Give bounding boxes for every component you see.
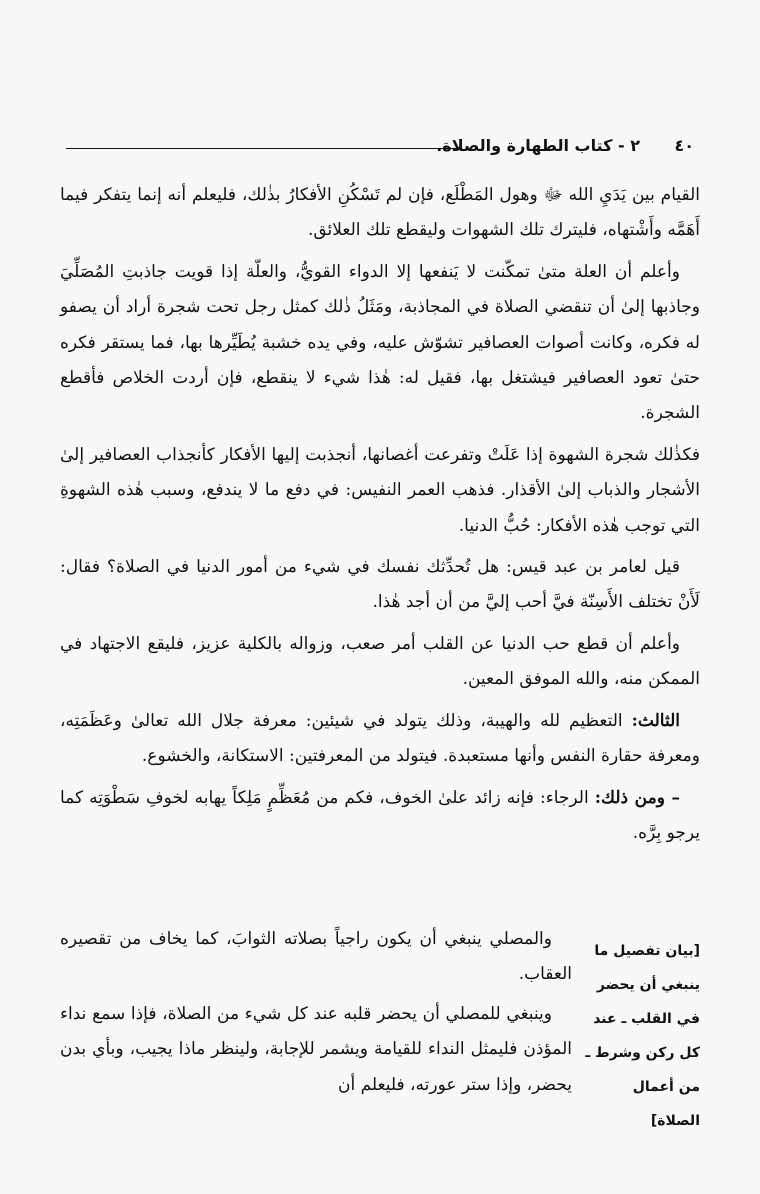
page-header [66,136,694,162]
hope-label: – ومن ذلك: [594,787,680,808]
main-column [60,922,572,1107]
third-text: التعظيم لله والهيبة، وذلك يتولد في شيئين: معرفة جلال الله تعالىٰ وعَظَمَتِه، ومعرفة حقارة النفس وأنها مستعبدة. فيتولد من المعرفتين: الاستكانة، والخشوع. [60,710,700,767]
third-label: الثالث: [631,710,680,731]
paragraph: القيام بين يَدَيِ الله ﷻ وهول المَطْلَع، فإن لم تَسْكُنِ الأفكارُ بذٰلك، فليعلم أنه إنما يتفكر فيما أَهَمَّه وأَشْتهاه، فليترك تلك الشهوات وليقطع تلك العلائق. [60,185,700,241]
paragraph: وأعلم أن قطع حب الدنيا عن القلب أمر صعب، وزواله بالكلية عزيز، فليقع الاجتهاد في الممكن منه، والله الموفق المعين. [60,633,700,690]
paragraph: وأعلم أن العلة متىٰ تمكّنت لا يَنفعها إلا الدواء القويُّ، والعلّة إذا قويت جاذبتِ المُصَلِّيَ وجاذبها إلىٰ أن تنقضي الصلاة في المجاذبة، ومَثَلُ ذٰلك كمثل رجل تحت شجرة أراد أن يصفو له فكره، وكانت أصوات العصافير تشوّش عليه، وفي يده خشبة يُطَيِّرها بها، فما يستقر فكره حتىٰ تعود العصافير فيشتغل بها، فقيل له: هٰذا شيء لا ينقطع، فإن أردت الخلاص فأقطع الشجرة. [60,261,700,424]
running-title: ٢ - كتاب الطهارة والصلاة. [436,136,640,155]
paragraph-third [60,704,700,775]
paragraph: وينبغي للمصلي أن يحضر قلبه عند كل شيء من الصلاة، فإذا سمع نداء المؤذن فليمثل النداء للقيامة ويشمر للإجابة، ولينظر ماذا يجيب، وبأي بدن يحضر، وإذا ستر عورته، فليعلم أن [60,1003,572,1095]
paragraph: فكذٰلك شجرة الشهوة إذا عَلَتْ وتفرعت أغصانها، أنجذبت إليها الأفكار كأنجذاب العصافير إلىٰ الأشجار والذباب إلىٰ الأقذار. فذهب العمر النفيس: في دفع ما لا يندفع، وسبب هٰذه الشهوةِ التي توجب هٰذه الأفكار: حُبُّ الدنيا. [60,444,700,536]
paragraph: والمصلي ينبغي أن يكون راجياً بصلاته الثوابَ، كما يخاف من تقصيره العقاب. [60,929,572,985]
paragraph: قيل لعامر بن عبد قيس: هل تُحدِّثك نفسك في شيء من أمور الدنيا في الصلاة؟ فقال: لَأَنْ تختلف الأَسِنّة فيَّ أحب إليَّ من أن أجد هٰذا. [60,557,700,613]
side-note: [بيان تفصيل ما ينبغي أن يحضر في القلب ـ عند كل ركن وشرط ـ من أعمال الصلاة] [585,943,700,1129]
header-rule [66,148,458,149]
paragraph-hope [60,781,700,852]
body-text [60,178,700,857]
page-number: ٤٠ [674,136,694,155]
hope-text: الرجاء: فإنه زائد علىٰ الخوف، فكم من مُعَظِّمٍ مَلِكاً يهابه لخوفِ سَطْوَتِه كما يرجو بِرَّه. [60,787,700,843]
